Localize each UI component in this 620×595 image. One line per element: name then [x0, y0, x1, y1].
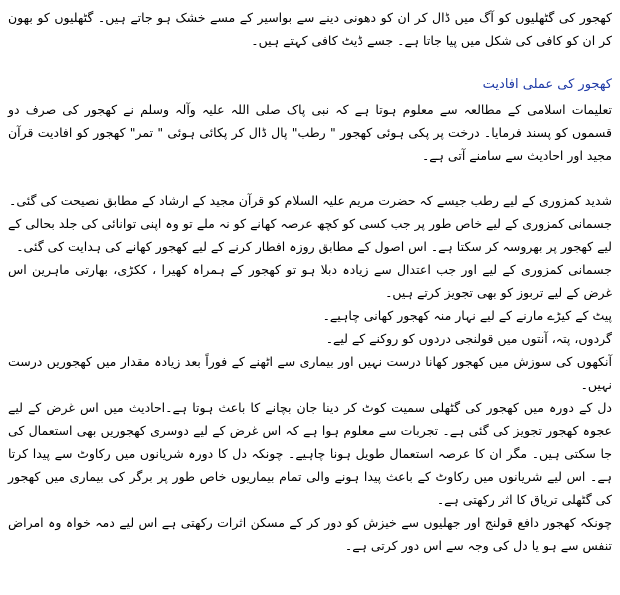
- benefit-item: شدید کمزوری کے لیے رطب جیسے کہ حضرت مریم علیہ السلام کو قرآن مجید کے ارشاد کے مطابق نصیحت کی گئی۔: [9, 193, 612, 208]
- benefit-item: دل کے دورہ میں کھجور کی گٹھلی سمیت کوٹ کر دینا جان بچانے کا باعث ہوتا ہے۔احادیث میں اس غرض کے لیے عجوہ کھجور تجویز کی گئی ہے۔ تجربات سے معلوم ہوا ہے کہ اس غرض کے لیے دوسری کھجوریں بھی استعمال کی جا سکتی ہیں۔ مگر ان کا عرصہ استعمال طویل ہونا چاہیے۔ چونکہ دل کا دورہ شریانوں میں رکاوٹ سے پیدا کرتا ہے۔ اس لیے شریانوں میں رکاوٹ کے باعث پیدا ہونے والی تمام بیماریوں خاص طور پر برگر کی بیماری میں کھجور کی گٹھلی تریاق کا اثر رکھتی ہے۔: [8, 400, 612, 507]
- benefit-item: پیٹ کے کیڑے مارنے کے لیے نہار منہ کھجور کھانی چاہیے۔: [322, 308, 612, 323]
- benefit-item: آنکھوں کی سوزش میں کھجور کھانا درست نہیں اور بیماری سے اٹھنے کے فوراً بعد زیادہ مقدار میں کھجوریں درست نہیں۔: [8, 354, 612, 392]
- section-intro-paragraph: تعلیمات اسلامی کے مطالعہ سے معلوم ہوتا ہے کہ نبی پاک صلی اللہ علیہ وآلہ وسلم نے کھجور کی صرف دو قسموں کو پسند فرمایا۔ درخت پر پکی ہوئی کھجور " رطب" پال ڈال کر پکائی ہوئی " تمر" کھجور کو افادیت قرآن مجید اور احادیث سے سامنے آتی ہے۔: [8, 102, 612, 163]
- section-heading: کھجور کی عملی افادیت: [482, 77, 612, 92]
- benefit-item: جسمانی کمزوری کے لیے خاص طور پر جب کسی کو کچھ عرصہ کھانے کو نہ ملے تو وہ اپنی توانائی کی جلد بحالی کے لیے کھجور پر بھروسہ کر سکتا ہے۔ اس اصول کے مطابق روزہ افطار کرنے کے لیے کھجور کھانے کی ہدایت کی گئی۔: [8, 216, 612, 254]
- benefit-item: جسمانی کمزوری کے لیے اور جب اعتدال سے زیادہ دبلا ہو تو کھجور کے ہمراہ کھیرا ، ککڑی، بھارتی ماہرین اس غرض کے لیے تربوز کو بھی تجویز کرتے ہیں۔: [8, 262, 612, 300]
- benefit-item: چونکہ کھجور دافع قولنج اور جھلیوں سے خیزش کو دور کر کے مسکن اثرات رکھتی ہے اس لیے دمہ خواہ وہ امراض تنفس سے ہو یا دل کی وجہ سے اس دور کرتی ہے۔: [8, 515, 612, 553]
- benefit-item: گردوں، پتہ، آنتوں میں قولنجی دردوں کو روکنے کے لیے۔: [325, 331, 612, 346]
- intro-paragraph: کھجور کی گٹھلیوں کو آگ میں ڈال کر ان کو دھونی دینے سے بواسیر کے مسے خشک ہو جاتے ہیں۔ گٹھلیوں کو بھون کر ان کو کافی کی شکل میں پیا جاتا ہے۔ جسے ڈیٹ کافی کہتے ہیں۔: [8, 10, 612, 48]
